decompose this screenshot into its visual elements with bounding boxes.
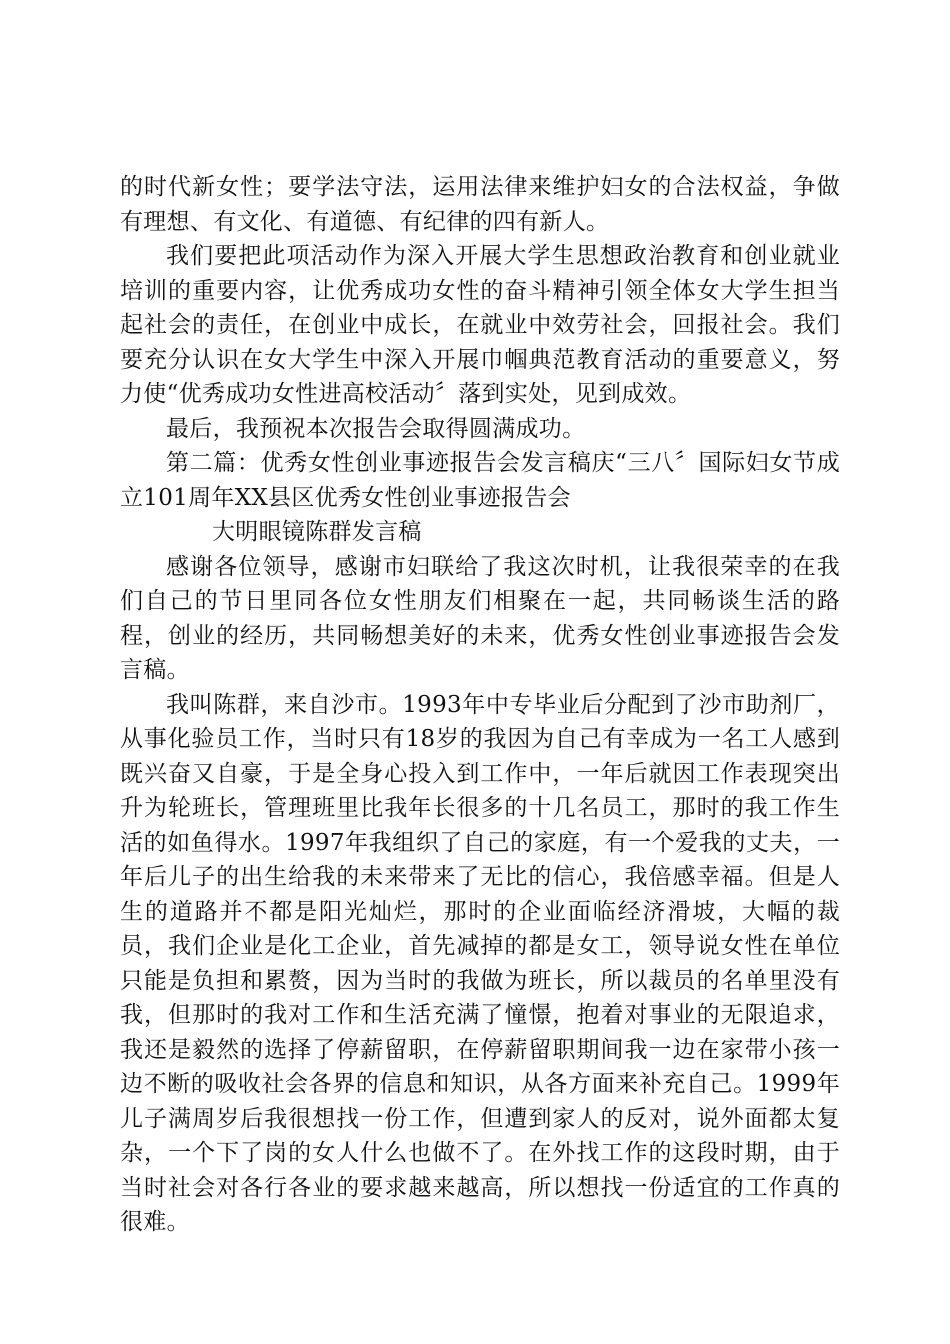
speech-title: 大明眼镜陈群发言稿 [212, 519, 422, 545]
paragraph-continuation: 的时代新女性；要学法守法，运用法律来维护妇女的合法权益，争做有理想、有文化、有道德、有纪律的四有新人。 [120, 174, 840, 235]
paragraph-activity-significance: 我们要把此项活动作为深入开展大学生思想政治教育和创业就业培训的重要内容，让优秀成功女性的奋斗精神引领全体女大学生担当起社会的责任，在创业中成长，在就业中效劳社会，回报社会。我们要充分认识在女大学生中深入开展巾帼典范教育活动的重要意义，努力使“优秀成功女性进高校活动〞落到实处，见到成效。 [120, 243, 840, 407]
document-body [120, 170, 840, 1240]
paragraph-thanks: 感谢各位领导，感谢市妇联给了我这次时机，让我很荣幸的在我们自己的节日里同各位女性朋友们相聚在一起，共同畅谈生活的路程，创业的经历，共同畅想美好的未来，优秀女性创业事迹报告会发言稿。 [120, 553, 840, 683]
paragraph-closing-wish: 最后，我预祝本次报告会取得圆满成功。 [166, 415, 586, 442]
paragraph-personal-story: 我叫陈群，来自沙市。1993年中专毕业后分配到了沙市助剂厂，从事化验员工作，当时只有18岁的我因为自己有幸成为一名工人感到既兴奋又自豪，于是全身心投入到工作中，一年后就因工作表现突出升为轮班长，管理班里比我年长很多的十几名员工，那时的我工作生活的如鱼得水。1997年我组织了自己的家庭，有一个爱我的丈夫，一年后儿子的出生给我的未来带来了无比的信心，我倍感幸福。但是人生的道路并不都是阳光灿烂，那时的企业面临经济滑坡，大幅的裁员，我们企业是化工企业，首先减掉的都是女工，领导说女性在单位只能是负担和累赘，因为当时的我做为班长，所以裁员的名单里没有我，但那时的我对工作和生活充满了憧憬，抱着对事业的无限追求，我还是毅然的选择了停薪留职，在停薪留职期间我一边在家带小孩一边不断的吸收社会各界的信息和知识，从各方面来补充自己。1999年儿子满周岁后我很想找一份工作，但遭到家人的反对，说外面都太复杂，一个下了岗的女人什么也做不了。在外找工作的这段时期，由于当时社会对各行各业的要求越来越高，所以想找一份适宜的工作真的很难。 [120, 691, 840, 1235]
section-heading: 第二篇：优秀女性创业事迹报告会发言稿庆“三八〞国际妇女节成立101周年XX县区优秀女性创业事迹报告会 [120, 450, 840, 511]
